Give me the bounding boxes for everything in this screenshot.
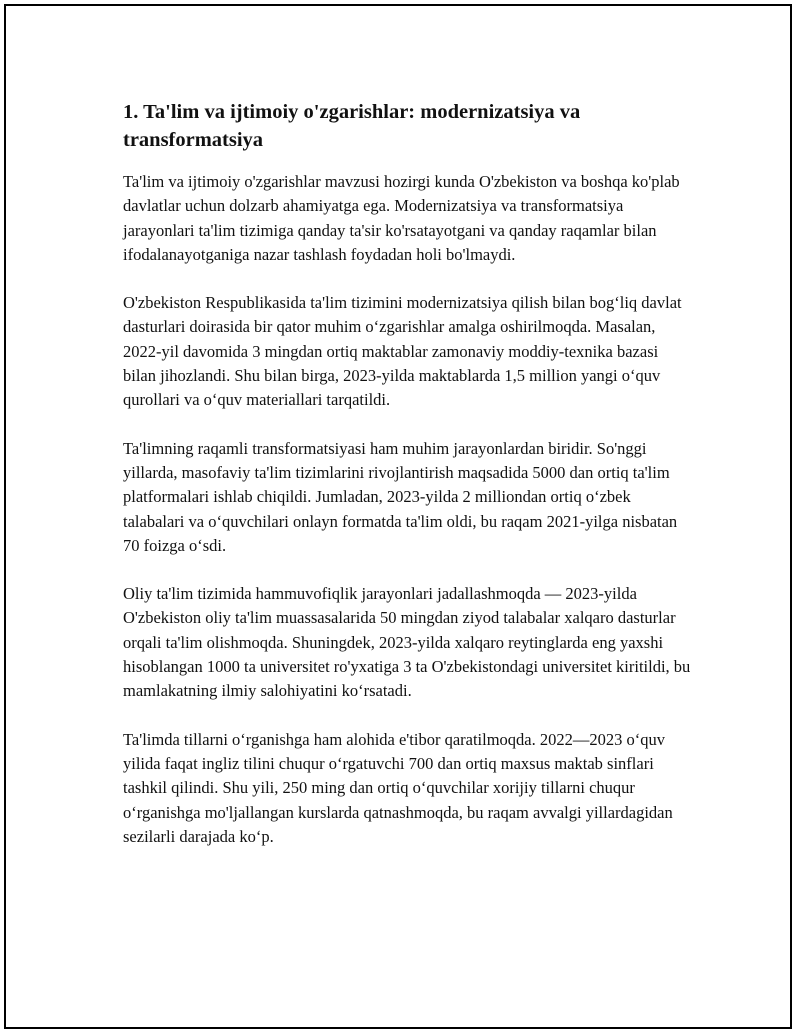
paragraph-modernization: O'zbekiston Respublikasida ta'lim tizimini modernizatsiya qilish bilan bog‘liq davlat dasturlari doirasida bir qator muhim o‘zgarishlar amalga oshirilmoqda. Masalan, 2022-yil davomida 3 mingdan ortiq maktablar zamonaviy moddiy-texnika bazasi bilan jihozlandi. Shu bilan birga, 2023-yilda maktablarda 1,5 million yangi o‘quv qurollari va o‘quv materiallari tarqatildi. bbox=[123, 293, 682, 410]
paragraph-language-learning: Ta'limda tillarni o‘rganishga ham alohida e'tibor qaratilmoqda. 2022—2023 o‘quv yilida faqat ingliz tilini chuqur o‘rgatuvchi 700 dan ortiq maxsus maktab sinflari tashkil qilindi. Shu yili, 250 ming dan ortiq o‘quvchilar xorijiy tillarni chuqur o‘rganishga mo'ljallangan kurslarda qatnashmoqda, bu raqam avvalgi yillardagidan sezilarli darajada ko‘p. bbox=[123, 729, 673, 846]
paragraph-higher-education: Oliy ta'lim tizimida hammuvofiqlik jarayonlari jadallashmoqda — 2023-yilda O'zbekiston oliy ta'lim muassasalarida 50 mingdan ziyod talabalar xalqaro dasturlar orqali ta'lim olishmoqda. Shuningdek, 2023-yilda xalqaro reytinglarda eng yaxshi hisoblangan 1000 ta universitet ro'yxatiga 3 ta O'zbekistondagi universitet kiritildi, bu mamlakatning ilmiy salohiyatini ko‘rsatadi. bbox=[123, 584, 691, 701]
paragraph-digital-transformation: Ta'limning raqamli transformatsiyasi ham muhim jarayonlardan biridir. So'nggi yillarda, masofaviy ta'lim tizimlarini rivojlantirish maqsadida 5000 dan ortiq ta'lim platformalari ishlab chiqildi. Jumladan, 2023-yilda 2 milliondan ortiq o‘zbek talabalari va o‘quvchilari onlayn formatda ta'lim oldi, bu raqam 2021-yilga nisbatan 70 foizga o‘sdi. bbox=[123, 438, 678, 555]
page-frame bbox=[4, 4, 792, 1029]
document-title: 1. Ta'lim va ijtimoiy o'zgarishlar: modernizatsiya va transformatsiya bbox=[123, 101, 581, 151]
paragraph-intro: Ta'lim va ijtimoiy o'zgarishlar mavzusi hozirgi kunda O'zbekiston va boshqa ko'plab davlatlar uchun dolzarb ahamiyatga ega. Modernizatsiya va transformatsiya jarayonlari ta'lim tizimiga qanday ta'sir ko'rsatayotgani va qanday raqamlar bilan ifodalanayotganiga nazar tashlash foydadan holi bo'lmaydi. bbox=[123, 172, 680, 264]
document-body bbox=[123, 98, 693, 873]
